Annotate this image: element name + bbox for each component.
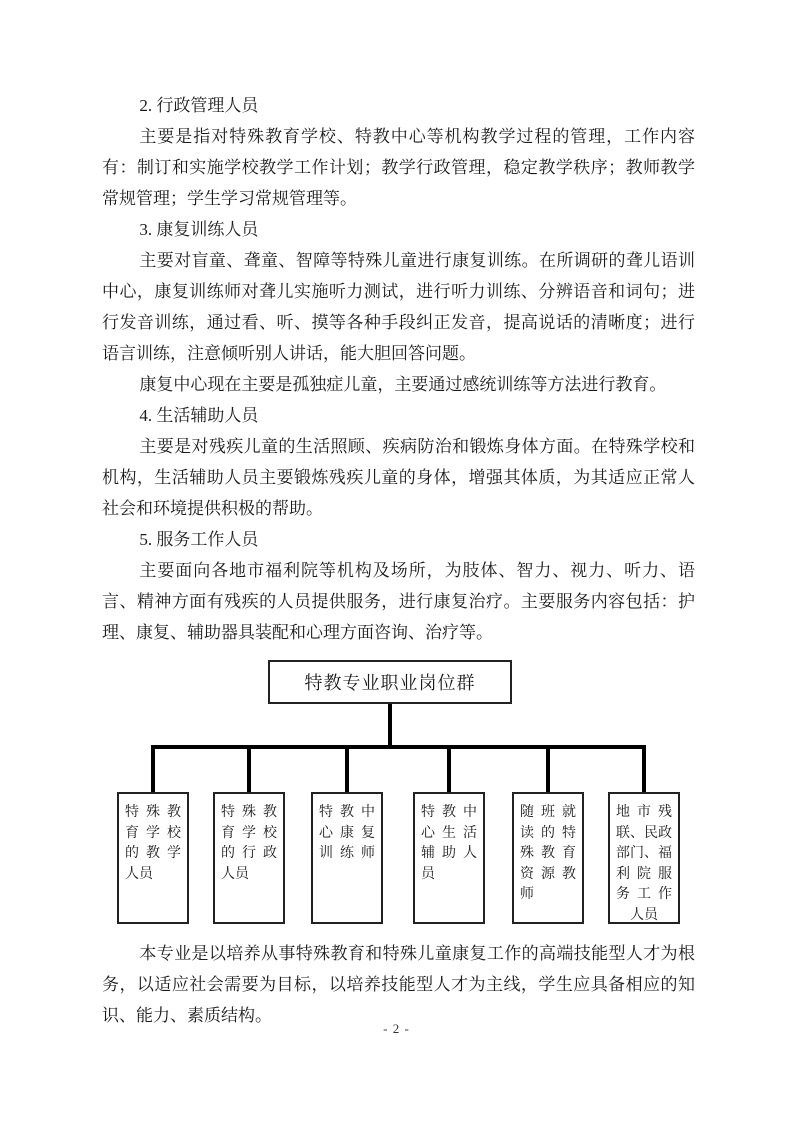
org-box [311, 792, 383, 924]
org-box-line: 联 、 民 政 [616, 825, 672, 841]
org-box-line: 训 练 师 [319, 846, 375, 862]
paragraph: 主要对盲童、聋童、智障等特殊儿童进行康复训练。在所调研的聋儿语训中心，康复训练师对聋儿实施听力测试，进行听力训练、分辨语音和词句；进行发音训练，通过看、听、摸等各种手段纠正发音，提高说话的清晰度；进行语言训练，注意倾听别人讲话，能大胆回答问题。 [102, 251, 695, 363]
paragraph: 康复中心现在主要是孤独症儿童，主要通过感统训练等方法进行教育。 [139, 375, 667, 394]
org-box-line: 心 康 复 [319, 825, 375, 841]
org-chart [102, 655, 695, 930]
org-box [413, 792, 485, 924]
connector-stub [447, 745, 451, 793]
org-box-line: 资 源 教 [520, 866, 576, 882]
org-box-line: 师 [520, 887, 534, 903]
org-box-line: 人 员 [630, 907, 658, 923]
org-box [608, 792, 680, 924]
org-box-line: 特 殊 教 [221, 805, 277, 821]
org-box [213, 792, 285, 924]
section-heading: 2. 行政管理人员 [139, 96, 259, 115]
org-chart-root-label: 特教专业职业岗位群 [304, 673, 476, 693]
body-text [102, 90, 695, 648]
org-box-line: 务 工 作 [616, 887, 672, 903]
connector-vertical-line [388, 704, 392, 746]
org-box-line: 的 行 政 [221, 846, 277, 862]
connector-stub [642, 745, 646, 793]
paragraph: 主要是指对特殊教育学校、特教中心等机构教学过程的管理，工作内容有：制订和实施学校教学工作计划；教学行政管理，稳定教学秩序；教师教学常规管理；学生学习常规管理等。 [102, 127, 695, 208]
closing-text [102, 938, 695, 1031]
section-heading: 4. 生活辅助人员 [139, 406, 259, 425]
org-box-line: 辅 助 人 [421, 846, 477, 862]
org-box-line: 人 员 [221, 866, 249, 882]
org-box [512, 792, 584, 924]
page-number: - 2 - [383, 1021, 410, 1036]
org-box-line: 殊 教 育 [520, 846, 576, 862]
org-box-line: 特 教 中 [421, 805, 477, 821]
org-box [117, 792, 189, 924]
org-box-line: 人 员 [125, 866, 153, 882]
org-box-line: 特 殊 教 [125, 805, 181, 821]
paragraph: 主要是对残疾儿童的生活照顾、疾病防治和锻炼身体方面。在特殊学校和机构，生活辅助人员主要锻炼残疾儿童的身体，增强其体质，为其适应正常人社会和环境提供积极的帮助。 [102, 437, 695, 518]
org-box-line: 心 生 活 [421, 825, 477, 841]
org-box-line: 利 院 服 [616, 866, 672, 882]
org-box-line: 部 门 、 福 [616, 846, 672, 862]
org-box-line: 员 [421, 866, 435, 882]
org-box-line: 地 市 残 [616, 805, 672, 821]
connector-stub [546, 745, 550, 793]
org-box-line: 的 教 学 [125, 846, 181, 862]
section-heading: 5. 服务工作人员 [139, 530, 259, 549]
paragraph: 主要面向各地市福利院等机构及场所，为肢体、智力、视力、听力、语言、精神方面有残疾的人员提供服务，进行康复治疗。主要服务内容包括：护理、康复、辅助器具装配和心理方面咨询、治疗等。 [102, 561, 695, 642]
connector-stub [247, 745, 251, 793]
section-heading: 3. 康复训练人员 [139, 220, 259, 239]
connector-stub [151, 745, 155, 793]
org-box-line: 育 学 校 [221, 825, 277, 841]
org-box-line: 随 班 就 [520, 805, 576, 821]
org-box-line: 育 学 校 [125, 825, 181, 841]
closing-paragraph: 本专业是以培养从事特殊教育和特殊儿童康复工作的高端技能型人才为根务，以适应社会需要为目标，以培养技能型人才为主线，学生应具备相应的知识、能力、素质结构。 [102, 944, 695, 1025]
org-chart-root-box [268, 660, 512, 704]
connector-horizontal-line [151, 745, 646, 749]
org-box-line: 特 教 中 [319, 805, 375, 821]
org-box-line: 读 的 特 [520, 825, 576, 841]
connector-stub [345, 745, 349, 793]
